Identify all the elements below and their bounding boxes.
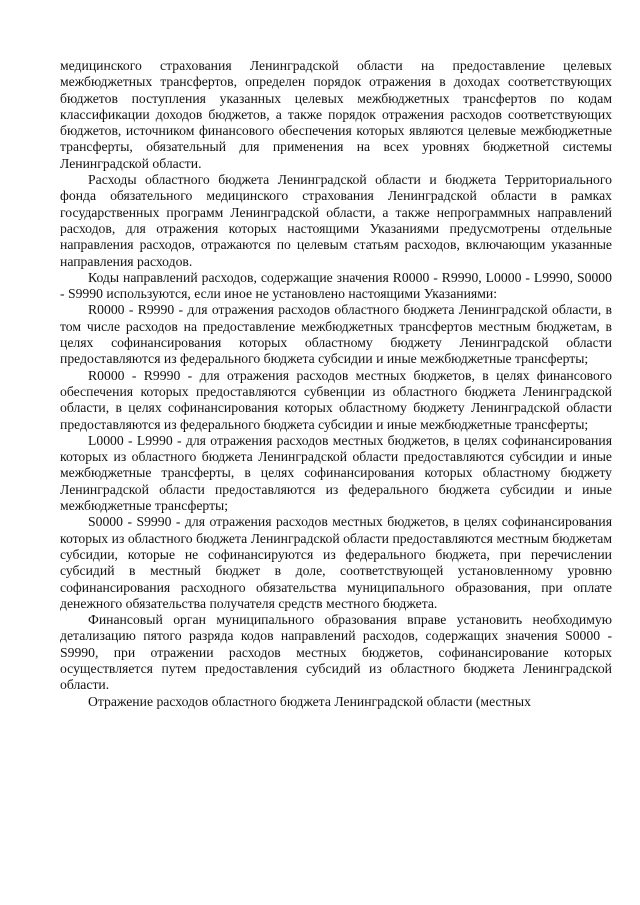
paragraph-l-codes: L0000 - L9990 - для отражения расходов местных бюджетов, в целях софинансирования которых из областного бюджета Ленинградской области предоставляются субсидии и иные межбюджетные трансферты, в целях софинансирования которых областному бюджету Ленинградской области предоставляются из федерального бюджета субсидии и иные межбюджетные трансферты; — [60, 432, 612, 514]
paragraph-s-codes: S0000 - S9990 - для отражения расходов местных бюджетов, в целях софинансирования которых из областного бюджета Ленинградской области предоставляются местным бюджетам субсидии, которые не софинансируются из федерального бюджета, при перечислении субсидий в местный бюджет в доле, соответствующей установленному уровню софинансирования расходного обязательства муниципального образования, при оплате денежного обязательства получателя средств местного бюджета. — [60, 514, 612, 611]
paragraph-reflection: Отражение расходов областного бюджета Ленинградской области (местных — [88, 693, 531, 709]
paragraph-financial-body: Финансовый орган муниципального образования вправе установить необходимую детализацию пятого разряда кодов направлений расходов, содержащих значения S0000 - S9990, при отражении расходов местных бюджетов, софинансирование которых осуществляется путем предоставления субсидий из областного бюджета Ленинградской области. — [60, 612, 612, 693]
document-page — [60, 58, 612, 710]
paragraph-r-codes-regional: R0000 - R9990 - для отражения расходов областного бюджета Ленинградской области, в том числе расходов на предоставление межбюджетных трансфертов местным бюджетам, в целях софинансирования которых областному бюджету Ленинградской области предоставляются из федерального бюджета субсидии и иные межбюджетные трансферты; — [60, 302, 612, 367]
paragraph-direction-codes: Коды направлений расходов, содержащие значения R0000 - R9990, L0000 - L9990, S0000 - S9990 используются, если иное не установлено настоящими Указаниями: — [60, 269, 612, 302]
paragraph-continuation: медицинского страхования Ленинградской области на предоставление целевых межбюджетных трансфертов, определен порядок отражения в доходах соответствующих бюджетов поступления указанных целевых межбюджетных трансфертов по кодам классификации доходов бюджетов, а также порядок отражения расходов соответствующих бюджетов, источником финансового обеспечения которых являются целевые межбюджетные трансферты, обязательный для применения на всех уровнях бюджетной системы Ленинградской области. — [60, 58, 612, 171]
paragraph-expenses: Расходы областного бюджета Ленинградской области и бюджета Территориального фонда обязательного медицинского страхования Ленинградской области в рамках государственных программ Ленинградской области, а также непрограммных направлений расходов, для отражения которых настоящими Указаниями предусмотрены отдельные направления расходов, отражаются по целевым статьям расходов, включающим указанные направления расходов. — [60, 172, 612, 269]
paragraph-r-codes-local: R0000 - R9990 - для отражения расходов местных бюджетов, в целях финансового обеспечения которых предоставляются субвенции из областного бюджета Ленинградской области, в целях софинансирования которых областному бюджету Ленинградской области предоставляются из федерального бюджета субсидии и иные межбюджетные трансферты; — [60, 367, 612, 432]
